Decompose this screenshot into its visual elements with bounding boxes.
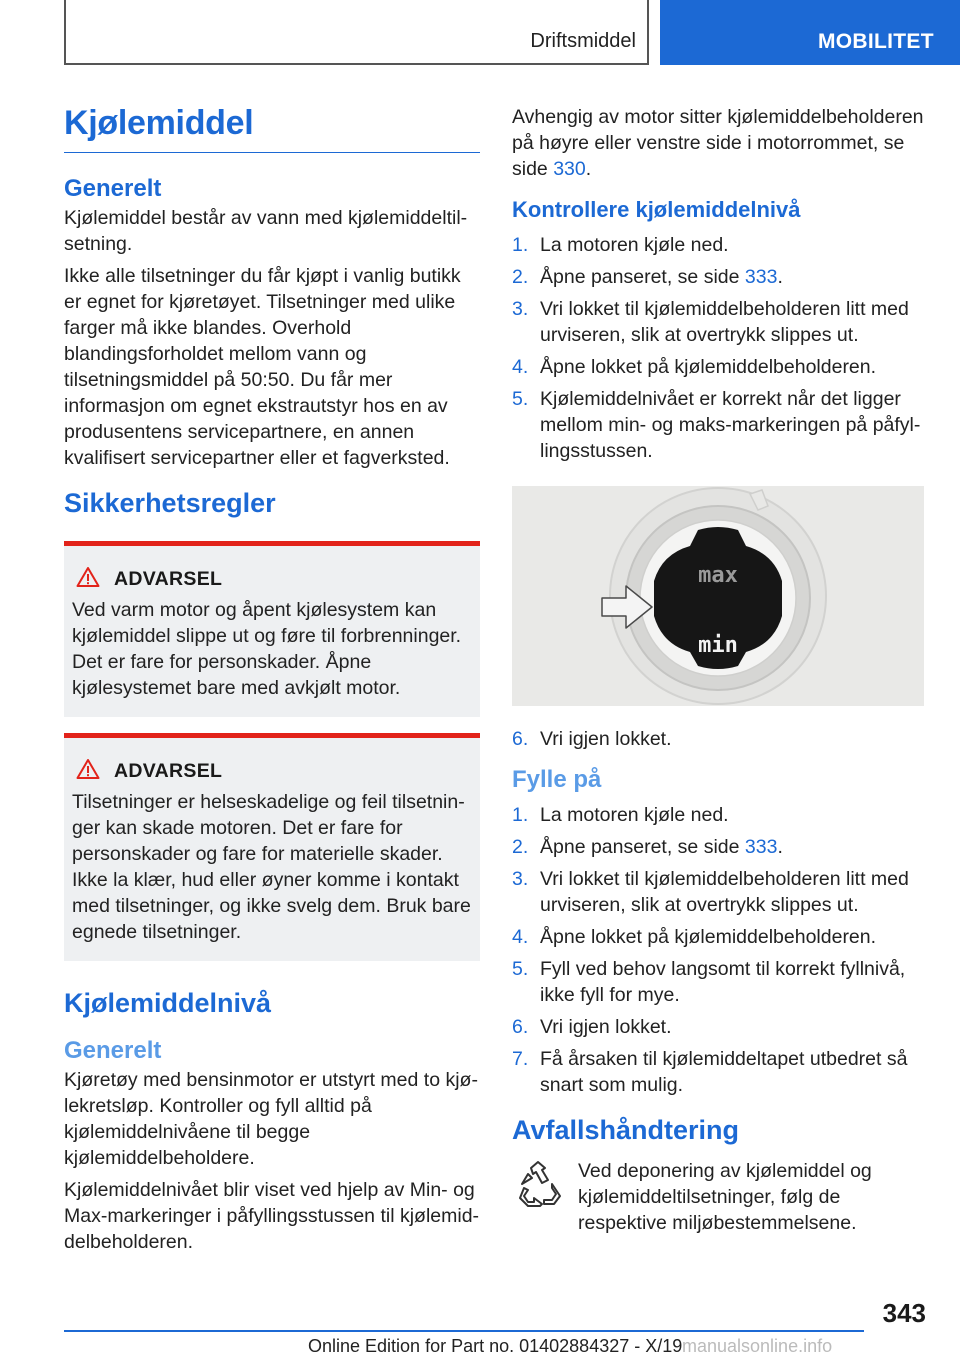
list-item: 4. Åpne lokket på kjølemiddelbeholderen. — [512, 356, 877, 378]
check-steps-list — [512, 232, 924, 464]
general-paragraph-2: Ikke alle tilsetninger du får kjøpt i vanlig butikk er egnet for kjøretøyet. Tilsetninger med ulike farger må ikke blandes. Overhold blandingsforholdet mellom vann og tilsetningsmiddel på 50:50. Du får mer informasjon om egnet ekstrautstyr hos en av produsentens servicepartnere, en annen kvalifisert servicepartner eller et fagverksted. — [64, 265, 461, 469]
footer-divider — [64, 1330, 864, 1332]
list-item: 6. Vri igjen lokket. — [512, 1016, 672, 1038]
list-item: 5. Fyll ved behov langsomt til korrekt fyllnivå, ikke fyll for mye. — [512, 958, 906, 1006]
right-column — [512, 104, 924, 1242]
warning-title: ADVARSEL — [114, 760, 223, 782]
intro-paragraph: Avhengig av motor sitter kjølemiddelbeholderen på høyre eller venstre side i motorrommet, se side 330. — [512, 106, 924, 180]
recycle-icon — [512, 1158, 564, 1242]
min-mark-label: min — [698, 633, 738, 658]
level-heading: Kjølemiddelnivå — [64, 988, 272, 1018]
list-item: 1. La motoren kjøle ned. — [512, 234, 729, 256]
left-column — [64, 100, 480, 1261]
max-mark-label: max — [698, 563, 738, 588]
footer-edition: Online Edition for Part no. 01402884327 - X/19 — [308, 1336, 683, 1356]
fill-heading: Fylle på — [512, 766, 602, 793]
list-item: 1. La motoren kjøle ned. — [512, 804, 729, 826]
page-link[interactable]: 333 — [744, 266, 778, 288]
header-section-label: Driftsmiddel — [530, 30, 636, 52]
level-general-heading: Generelt — [64, 1037, 162, 1064]
coolant-filler-neck-figure — [512, 486, 924, 706]
general-paragraph-1: Kjølemiddel består av vann med kjølemiddeltilsetning. — [64, 207, 468, 255]
list-item: 6. Vri igjen lokket. — [512, 728, 672, 750]
list-item: 4. Åpne lokket på kjølemiddelbeholderen. — [512, 926, 877, 948]
check-steps-list-continued — [512, 726, 924, 752]
list-item: 2. Åpne panseret, se side 333. — [512, 266, 783, 288]
list-item: 5. Kjølemiddelnivået er korrekt når det ligger mellom min- og maks-markeringen på påfyllingsstussen. — [512, 388, 921, 462]
safety-heading: Sikkerhetsregler — [64, 488, 276, 518]
warning-triangle-icon — [76, 758, 100, 785]
page-number: 343 — [882, 1298, 926, 1328]
page-link[interactable]: 330 — [553, 158, 586, 180]
disposal-text: Ved deponering av kjølemiddel og kjølemiddeltilsetninger, følg de respektive miljøbestemmelsene. — [578, 1160, 872, 1234]
general-heading: Generelt — [64, 175, 162, 202]
warning-text: Tilsetninger er helseskadelige og feil tilsetninger kan skade motoren. Det er fare for personskader og fare for materielle skader. Ikke la klær, hud eller øyner komme i kontakt med tilsetninger, og ikke svelg dem. Bruk bare egnede tilsetninger. — [72, 791, 471, 943]
warning-text: Ved varm motor og åpent kjølesystem kan kjølemiddel slippe ut og føre til forbrenninger. Det er fare for personskader. Åpne kjølesystemet bare med avkjølt motor. — [72, 599, 462, 699]
footer-watermark: manualsonline.info — [682, 1336, 833, 1356]
warning-triangle-icon — [76, 566, 100, 593]
warning-box-2 — [64, 733, 480, 961]
level-paragraph-2: Kjølemiddelnivået blir viset ved hjelp av Min- og Max-markeringer i påfyllingsstussen til kjølemiddelbeholderen. — [64, 1179, 480, 1253]
list-item: 7. Få årsaken til kjølemiddeltapet utbedret så snart som mulig. — [512, 1048, 908, 1096]
header-chapter-tab[interactable]: MOBILITET — [660, 0, 960, 65]
list-item: 3. Vri lokket til kjølemiddelbeholderen litt med urviseren, slik at overtrykk slippes ut. — [512, 868, 909, 916]
check-heading: Kontrollere kjølemiddelnivå — [512, 197, 801, 222]
list-item: 2. Åpne panseret, se side 333. — [512, 836, 783, 858]
disposal-block — [512, 1158, 924, 1242]
warning-box-1 — [64, 541, 480, 717]
page-title: Kjølemiddel — [64, 100, 480, 153]
warning-title: ADVARSEL — [114, 568, 223, 590]
page-link[interactable]: 333 — [744, 836, 778, 858]
disposal-heading: Avfallshåndtering — [512, 1115, 740, 1145]
level-paragraph-1: Kjøretøy med bensinmotor er utstyrt med to kjølekretsløp. Kontroller og fyll alltid på kjølemiddelnivåene til begge kjølemiddelbeholdere. — [64, 1069, 478, 1169]
fill-steps-list — [512, 802, 924, 1098]
list-item: 3. Vri lokket til kjølemiddelbeholderen litt med urviseren, slik at overtrykk slippes ut. — [512, 298, 909, 346]
